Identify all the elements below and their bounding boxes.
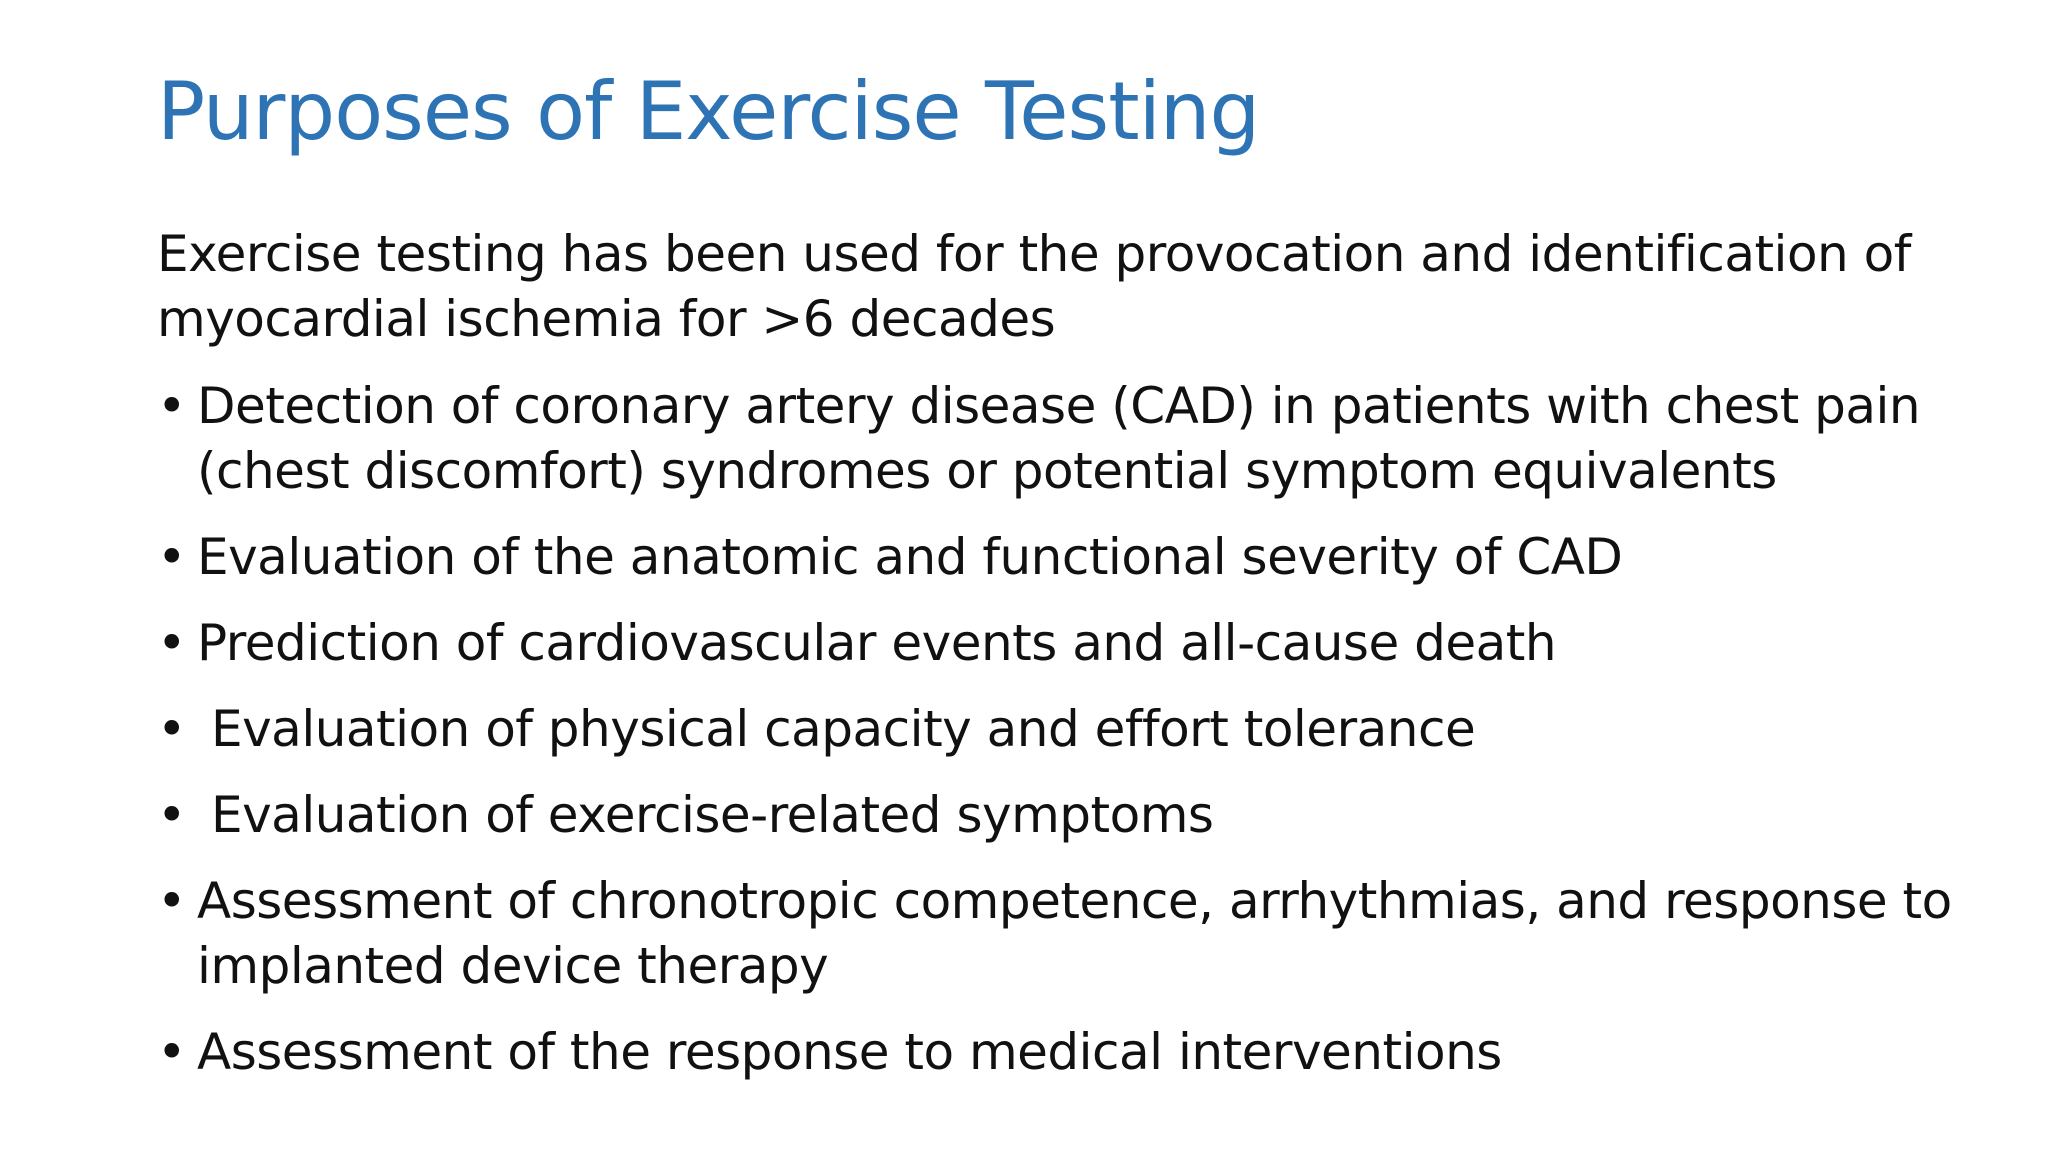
bullet-text: Detection of coronary artery disease (CAD) in patients with chest pain (chest discomfort) syndromes or potential symptom equivalents <box>197 377 1921 500</box>
bullet-item <box>157 783 1957 848</box>
bullet-dot-icon: • <box>157 786 186 844</box>
bullet-list <box>157 374 1957 1106</box>
bullet-item <box>157 611 1957 676</box>
bullet-item <box>157 869 1957 999</box>
bullet-text: Prediction of cardiovascular events and all-cause death <box>197 614 1557 672</box>
bullet-item <box>157 697 1957 762</box>
bullet-dot-icon: • <box>157 700 186 758</box>
bullet-dot-icon: • <box>157 377 186 435</box>
bullet-text: Evaluation of the anatomic and functional severity of CAD <box>197 528 1623 586</box>
bullet-dot-icon: • <box>157 1023 186 1081</box>
bullet-item <box>157 374 1957 504</box>
bullet-dot-icon: • <box>157 872 186 930</box>
bullet-text: Evaluation of exercise-related symptoms <box>211 786 1214 844</box>
bullet-dot-icon: • <box>157 528 186 586</box>
slide-title: Purposes of Exercise Testing <box>157 65 1260 158</box>
bullet-text: Evaluation of physical capacity and effort tolerance <box>211 700 1476 758</box>
bullet-item <box>157 525 1957 590</box>
bullet-text: Assessment of chronotropic competence, arrhythmias, and response to implanted device therapy <box>197 872 1952 995</box>
bullet-text: Assessment of the response to medical interventions <box>197 1023 1502 1081</box>
bullet-item <box>157 1020 1957 1085</box>
bullet-dot-icon: • <box>157 614 186 672</box>
intro-paragraph: Exercise testing has been used for the provocation and identification of myocardial ischemia for >6 decades <box>157 225 1911 348</box>
